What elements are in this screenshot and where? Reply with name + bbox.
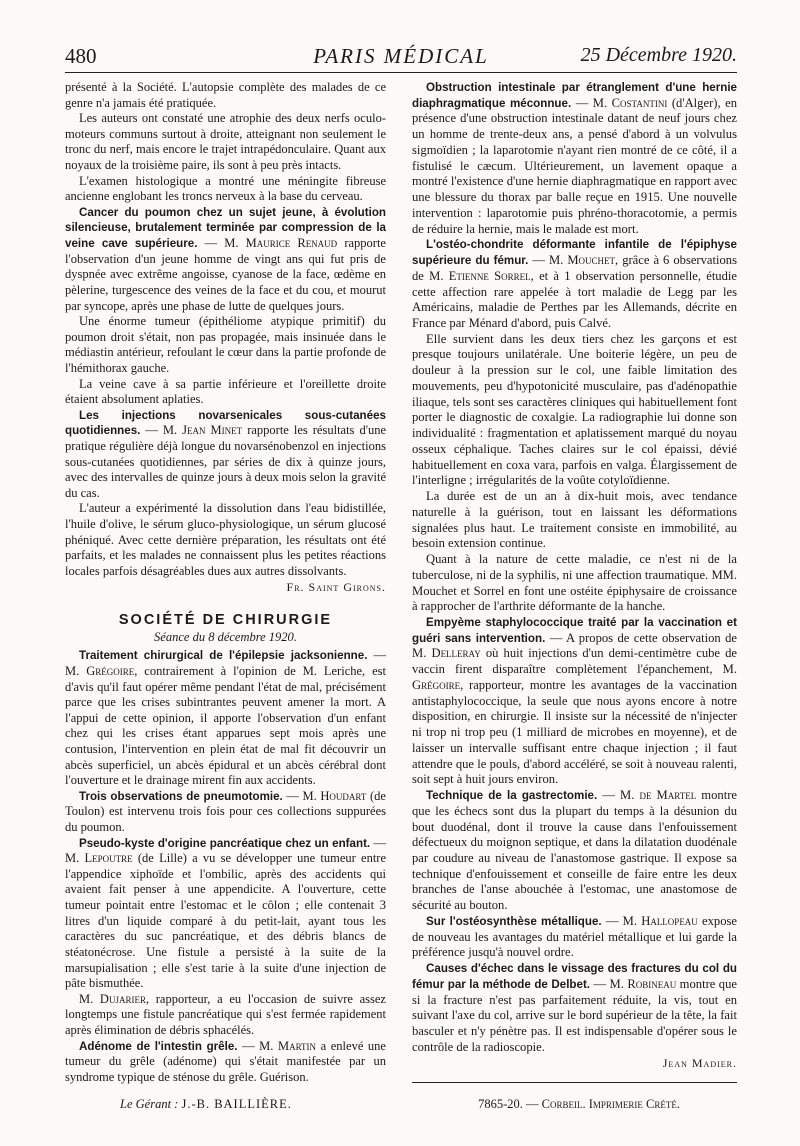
author-name: Grégoire [86, 663, 135, 678]
author-name: Grégoire [412, 677, 461, 692]
article-title: Obstruction intestinale par étranglement d'une hernie diaphragmatique méconnue. [412, 81, 737, 110]
article: Sur l'ostéosynthèse métallique. — M. Hallopeau expose de nouveau les avantages du matériel métallique et lui garde la préférence jusqu'à nouvel ordre. [412, 913, 737, 960]
paragraph: Quant à la nature de cette maladie, ce n'est ni de la tuberculose, ni de la syphilis, ni une affection traumatique. MM. Mouchet et Sorrel en font une ostéite épiphysaire de croissance à rapprocher de l'arthrite déformante de la hanche. [412, 552, 737, 614]
paragraph: Les auteurs ont constaté une atrophie des deux nerfs oculo-moteurs communs surtout à droite, atteignant non seulement le tronc du nerf, mais encore le trajet intrapédonculaire. Quant aux noyaux de la troisième paire, ils sont à peu près intacts. [65, 111, 386, 173]
paragraph: Une énorme tumeur (épithéliome atypique primitif) du poumon droit s'était, non pas propagée, mais insinuée dans le médiastin antérieur, refoulant le cœur dans la partie profonde de l'hémithorax gauche. [65, 314, 386, 375]
author-name: Mouchet [567, 253, 616, 268]
article: Traitement chirurgical de l'épilepsie jacksonienne. — M. Grégoire, contrairement à l'opinion de M. Leriche, est d'avis qu'il faut opérer même pendant l'état de mal, précisément parce que les crises subintrantes peuvent amener la mort. A l'appui de cette opinion, il apporte l'observation d'un enfant chez qui les crises étant apparues sept mois après une contusion, l'intervention en plein état de mal fit découvrir un abcès superficiel, un abcès épidural et un abcès cérébral dont l'ouverture et le drainage mirent fin aux accidents. [65, 648, 386, 788]
header-rule [65, 72, 737, 73]
article: Causes d'échec dans le vissage des fractures du col du fémur par la méthode de Delbet. — M. Robineau montre que si la fracture n'est pas parfaitement réduite, la vis, tout en suivant l'axe du col, arrive sur le bord supérieur de la tête, la fait basculer et n'y pénètre pas. Il est indispensable d'opérer sous le contrôle de la radioscopie. [412, 962, 737, 1054]
section-date: Séance du 8 décembre 1920. [154, 629, 297, 644]
article: Technique de la gastrectomie. — M. de Martel montre que les échecs sont dus la plupart du temps à la désunion du bout duodénal, dont il trouve la cause dans l'enfouissement défectueux du moignon septique, et dans la dilatation duodénale par coudure au niveau de l'anastomose gastrique. Il expose sa technique d'enfouissement et conseille de faire entre les deux branches de l'anse abouchée à l'estomac, une anastomose de sécurité au bouton. [412, 788, 737, 913]
gerant: Le Gérant : J.-B. BAILLIÈRE. [120, 1097, 292, 1111]
article-title: Causes d'échec dans le vissage des fractures du col du fémur par la méthode de Delbet. [412, 962, 737, 991]
author-name: Costantini [611, 95, 668, 110]
author-name: Delleray [431, 646, 481, 661]
section-title: SOCIÉTÉ DE CHIRURGIE [118, 612, 333, 629]
author-name: Etienne Sorrel [448, 268, 531, 283]
paragraph: Elle survient dans les deux tiers chez les garçons et est presque toujours unilatérale. Une boiterie légère, un peu de douleur à la pression sur le col, une faible limitation des mouvements, peu d'hypotonicité musculaire, pas d'adénopathie iliaque, tels sont ses caractères cliniques qui habituellement font porter le diagnostic de coxalgie. La radiographie lui donne son individualité : fragmentation et aplatissement marqué du noyau osseux céphalique. Taches claires sur le col épaissi, dévié habituellement en coxa vara, parfois en valga. Élargissement de l'interligne ; irrégularités de la voûte cotyloïdienne. [412, 331, 737, 488]
author-name: Hallopeau [641, 913, 698, 928]
paragraph: présenté à la Société. L'autopsie complète des malades de ce genre n'a jamais été pratiquée. [65, 80, 386, 110]
left-column [65, 80, 386, 1085]
issue-date: 25 Décembre 1920. [580, 44, 737, 66]
article-title: L'ostéo-chondrite déformante infantile de l'épiphyse supérieure du fémur. [412, 238, 737, 268]
signature: Fr. Saint Girons. [286, 579, 386, 594]
column-end-rule [412, 1082, 737, 1083]
paragraph: La durée est de un an à dix-huit mois, avec tendance naturelle à la guérison, tout en laissant les déformations signalées plus haut. Le traitement consiste en immobilité, au besoin extension continue. [412, 489, 737, 551]
printer-line: 7865-20. — Corbeil. Imprimerie Crété. [478, 1097, 680, 1111]
author-name: Robineau [627, 976, 677, 991]
paragraph: L'auteur a expérimenté la dissolution dans l'eau bidistillée, l'huile d'olive, le sérum gluco-physiologique, un sérum glucosé phéniqué. Avec cette dernière préparation, les résultats ont été parfaits, et les malades ne connaissent plus les petites réactions locales parfois désagréables dues aux autres dissolvants. [65, 501, 386, 578]
article-title: Cancer du poumon chez un sujet jeune, à évolution silencieuse, brutalement terminée par compression de la veine cave supérieure. [65, 205, 386, 251]
journal-title: PARIS MÉDICAL [313, 44, 489, 68]
signature: Jean Madier. [662, 1055, 737, 1070]
author-name: Lepoutre [84, 851, 133, 866]
article-title: Adénome de l'intestin grêle. [79, 1039, 238, 1053]
paragraph: M. Dujarier, rapporteur, a eu l'occasion de suivre assez longtemps une fistule pancréatique qui s'est fermée rapidement après élimination de débris sphacélés. [65, 991, 386, 1037]
article-title: Traitement chirurgical de l'épilepsie jacksonienne. [79, 649, 368, 663]
paragraph: L'examen histologique a montré une méningite fibreuse ancienne englobant les troncs nerveux à la base du cerveau. [65, 173, 386, 204]
article-title: Technique de la gastrectomie. [426, 789, 598, 803]
article-title: Les injections novarsenicales sous-cutanées quotidiennes. [65, 408, 386, 438]
right-column [412, 80, 737, 1071]
article: Cancer du poumon chez un sujet jeune, à évolution silencieuse, brutalement terminée par compression de la veine cave supérieure. — M. Maurice Renaud rapporte l'observation d'un jeune homme de vingt ans qui fut pris de dyspnée avec extrême angoisse, cyanose de la face, œdème en pèlerine, turgescence des veines de la face et du cou, et mourut par syncope, après une phase de lutte de quelques jours. [65, 205, 386, 313]
article-title: Empyème staphylococcique traité par la vaccination et guéri sans intervention. [412, 615, 737, 645]
author-name: Jean Minet [182, 423, 243, 438]
article: Empyème staphylococcique traité par la vaccination et guéri sans intervention. — A propos de cette observation de M. Delleray où huit injections d'un demi-centimètre cube de vaccin firent disparaître complètement l'épanchement, M. Grégoire, rapporteur, montre les avantages de la vaccination antistaphylococcique, la seule que nous ayons encore à notre disposition, en chirurgie. Il insiste sur la nécessité de n'injecter ni trop ni trop peu (1 milliard de microbes en moyenne), et de laisser un intervalle suffisant entre chaque injection ; il faut attendre que le pouls, d'abord accéléré, se soit à nouveau ralenti, soit sept à huit jours environ. [412, 615, 738, 787]
page-number: 480 [65, 44, 97, 68]
article: Trois observations de pneumotomie. — M. Houdart (de Toulon) est intervenu trois fois pour ces collections suppurées du poumon. [65, 788, 386, 835]
article: L'ostéo-chondrite déformante infantile de l'épiphyse supérieure du fémur. — M. Mouchet, grâce à 6 observations de M. Etienne Sorrel, et à 1 observation personnelle, étudie cette affection rare appelée à tort maladie de Legg par les Américains, maladie de Perthes par les Allemands, décrite en France par Ménard d'abord, puis Calvé. [412, 238, 738, 331]
article-title: Pseudo-kyste d'origine pancréatique chez un enfant. [79, 836, 371, 850]
article-title: Trois observations de pneumotomie. [79, 789, 283, 803]
author-name: de Martel [639, 788, 697, 803]
paragraph: La veine cave à sa partie inférieure et l'oreillette droite étaient absolument aplaties. [65, 376, 386, 407]
article: Les injections novarsenicales sous-cutanées quotidiennes. — M. Jean Minet rapporte les résultats d'une pratique régulière déjà longue du novarsénobenzol en injections sous-cutanées quotidiennes, par séries de dix à quinze jours, avec des intervalles de quinze jours à deux mois selon la gravité du cas. [65, 408, 386, 500]
article-title: Sur l'ostéosynthèse métallique. [426, 914, 602, 928]
author-name: Houdart [320, 788, 367, 803]
author-name: Maurice Renaud [245, 236, 338, 251]
article: Obstruction intestinale par étranglement d'une hernie diaphragmatique méconnue. — M. Costantini (d'Alger), en présence d'une obstruction intestinale datant de neuf jours chez un homme de trente-deux ans, a pensé d'abord à un volvulus sigmoïdien ; la laparotomie n'ayant rien montré de ce côté, il a fistulisé le cæcum. Ultérieurement, un lavement opaque a montré l'existence d'une hernie diaphragmatique en rapport avec une blessure du thorax par balle reçue en 1915. Une nouvelle intervention : laparotomie puis phréno-thoracotomie, a permis de réduire la hernie, mais le malade est mort. [412, 81, 737, 236]
article: Pseudo-kyste d'origine pancréatique chez un enfant. — M. Lepoutre (de Lille) a vu se développer une tumeur entre l'appendice xiphoïde et l'ombilic, après des accidents qui avaient fait penser à une appendicite. A l'ouverture, cette tumeur pointait entre l'estomac et le côlon ; elle contenait 3 litres d'un liquide comparé à du petit-lait, ayant tous les caractères du suc pancréatique, et des débris blancs de stéatonécrose. Une fistule a persisté à la suite de la marsupialisation ; elle s'est tarie à la suite d'une injection de pâte bismuthée. [65, 835, 387, 991]
article: Adénome de l'intestin grêle. — M. Martin a enlevé une tumeur du grêle (adénome) qui s'était manifestée par un syndrome typique de sténose du grêle. Guérison. [65, 1038, 386, 1084]
author-name: Martin [277, 1038, 317, 1053]
author-name: Dujarier [99, 991, 146, 1006]
